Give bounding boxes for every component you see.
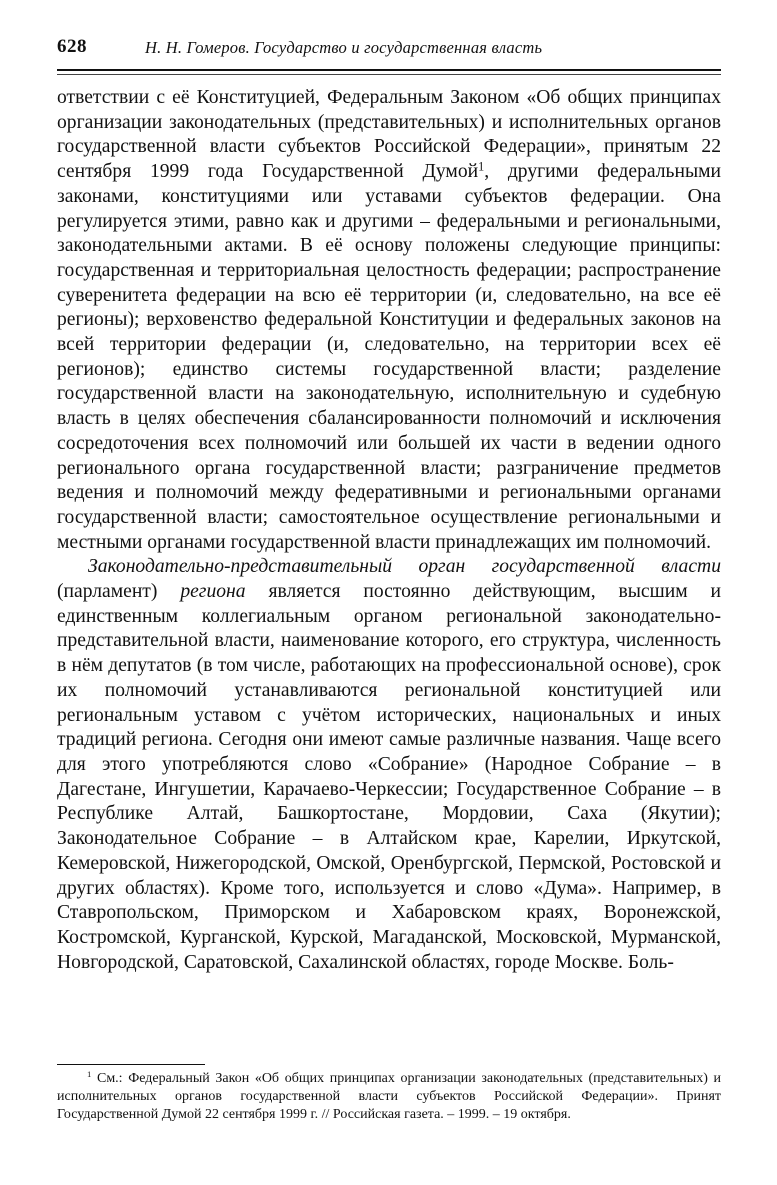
footnote-mark: 1 <box>87 1069 92 1080</box>
footnote <box>57 1070 721 1123</box>
header-rule-thin <box>57 74 721 75</box>
page-header <box>57 36 721 62</box>
paragraph-text: , другими федеральными законами, конституциями или уставами субъектов федерации. Она регулируется этими, равно как и другими – федеральными и региональными, законодательными актами. В её основу положены следующие принципы: государственная и территориальная целостность федерации; распространение суверенитета федерации на всю её территории (и, следовательно, на все её регионы); верховенство федеральной Конституции и федеральных законов на всей территории федерации (и, следовательно, на территории всех её регионов); единство системы государственной власти; разделение государственной власти на законодательную, исполнительную и судебную власть в целях обеспечения сбалансированности полномочий и исключения сосредоточения всех полномочий или большей их части в ведении одного регионального органа государственной власти; разграничение предметов ведения и полномочий между федеративными и региональными органами государственной власти; самостоятельное осуществление региональными и местными органами государственной власти принадлежащих им полномочий. <box>57 161 721 553</box>
footnote-text: См.: Федеральный Закон «Об общих принципах организации законодательных (представительных) и исполнительных органов государственной власти субъектов Российской Федерации». Принят Государственной Думой 22 сентября 1999 г. // Российская газета. – 1999. – 19 октября. <box>57 1071 721 1122</box>
header-rule <box>57 69 721 71</box>
paragraph-text: является постоянно действующим, высшим и единственным коллегиальным органом региональной законодательно-представительной власти, наименование которого, его структура, численность в нём депутатов (в том числе, работающих на профессиональной основе), срок их полномочий устанавливаются региональной конституцией или региональным уставом с учётом исторических, национальных и иных традиций региона. Сегодня они имеют самые различные названия. Чаще всего для этого употребляются слово «Собрание» (Народное Собрание – в Дагестане, Ингушетии, Карачаево-Черкессии; Государственное Собрание – в Республике Алтай, Башкортостане, Мордовии, Саха (Якутии); Законодательное Собрание – в Алтайском крае, Карелии, Иркутской, Кемеровской, Нижегородской, Омской, Оренбургской, Пермской, Ростовской и других областях). Кроме того, используется и слово «Дума». Например, в Ставропольском, Приморском и Хабаровском краях, Воронежской, Костромской, Курганской, Курской, Магаданской, Московской, Мурманской, Новгородской, Саратовской, Сахалинской областях, городе Москве. Боль- <box>57 581 721 973</box>
footnote-separator <box>57 1064 205 1065</box>
page-number: 628 <box>57 36 87 57</box>
running-title: Н. Н. Гомеров. Государство и государственная власть <box>145 38 543 57</box>
paragraph-parliament <box>57 555 721 975</box>
main-text <box>57 86 721 975</box>
term-emphasis: региона <box>180 581 246 603</box>
paragraph-continued <box>57 86 721 555</box>
paragraph-text: (парламент) <box>57 581 181 603</box>
footnote-reference: 1 <box>478 159 485 174</box>
paragraph-text: ответствии с её Конституцией, Федеральным Законом «Об общих принципах организации законодательных (представительных) и исполнительных органов государственной власти субъектов Российской Федерации», принятым 22 сентября 1999 года Государственной Думой <box>57 87 721 183</box>
term-emphasis: Законодательно-представительный орган государственной власти <box>88 556 721 578</box>
